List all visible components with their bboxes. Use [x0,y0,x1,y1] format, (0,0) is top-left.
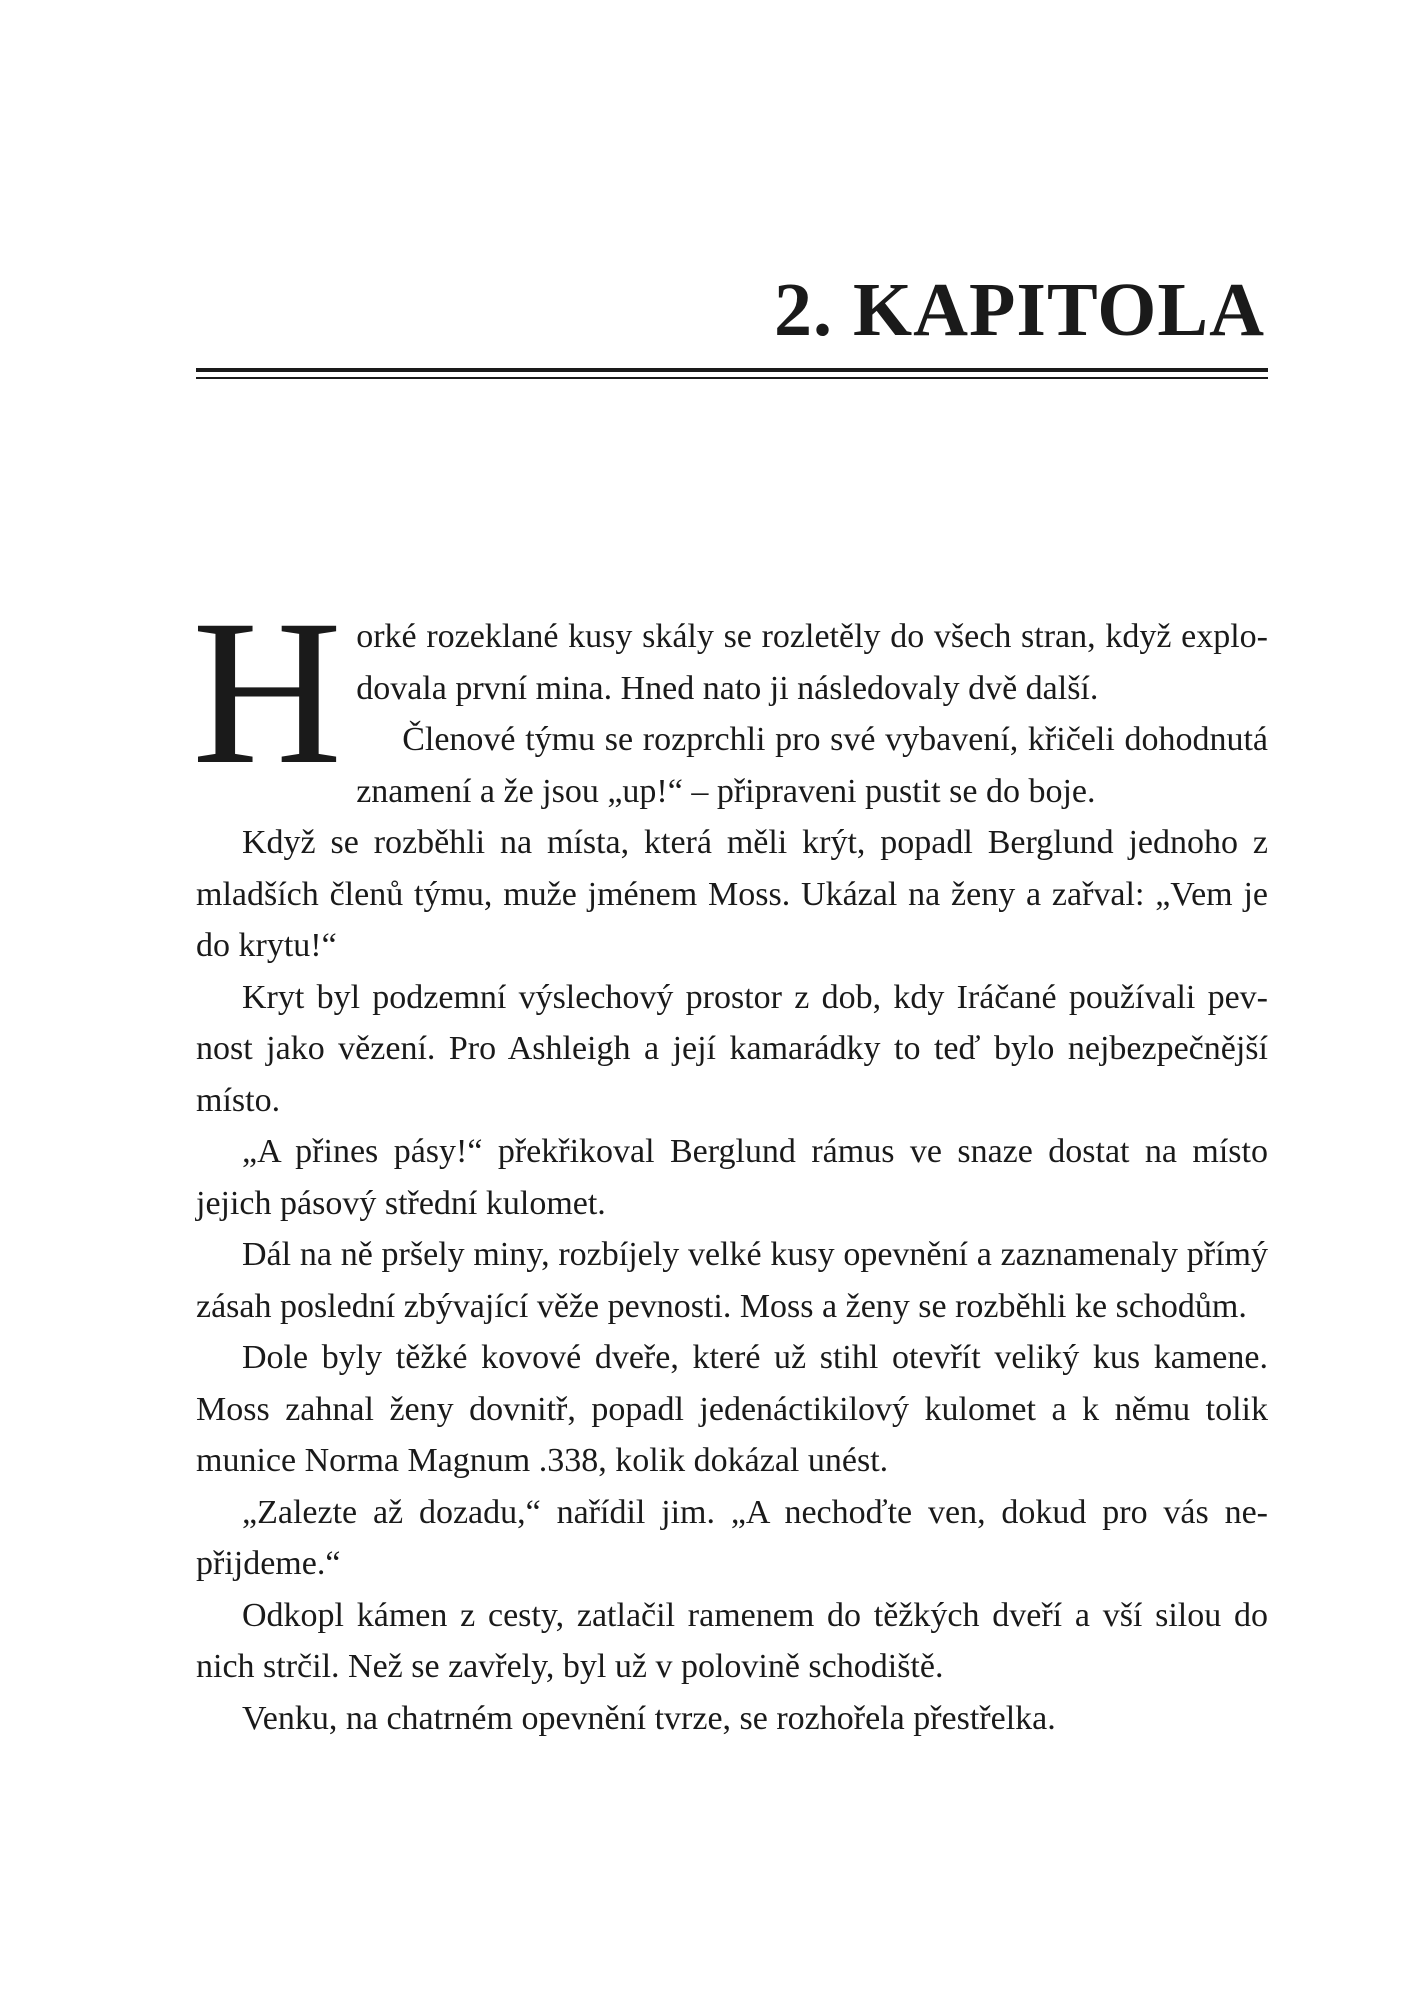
paragraph-4: Kryt byl podzemní výslechový prostor z dob, kdy Iráčané používali pevnost jako vězení. Pro Ashleigh a její kamarádky to teď bylo nejbezpečnější místo. [196,978,1268,1119]
title-rule-thin [196,377,1268,379]
drop-cap: H [192,577,343,807]
paragraph-1-text: orké rozeklané kusy skály se rozletěly do všech stran, když explodovala první mina. Hned nato ji následovaly dvě další. [356,618,1268,707]
chapter-title: 2. KAPITOLA [773,268,1265,352]
paragraph-2: Členové týmu se rozprchli pro své vybavení, křičeli dohodnutá znamení a že jsou „up!“ – připraveni pustit se do boje. [356,721,1268,810]
paragraph-6: Dál na ně pršely miny, rozbíjely velké kusy opevnění a zaznamenaly přímý zásah poslední zbývající věže pevnosti. Moss a ženy se rozběhli ke schodům. [196,1236,1268,1325]
paragraph-7: Dole byly těžké kovové dveře, které už stihl otevřít veliký kus kamene. Moss zahnal ženy dovnitř, popadl jedenáctikilový kulomet a k němu tolik munice Norma Magnum .338, kolik dokázal unést. [196,1339,1268,1479]
paragraph-3: Když se rozběhli na místa, která měli krýt, popadl Berglund jednoho z mladších členů týmu, muže jménem Moss. Ukázal na ženy a zařval: „Vem je do krytu!“ [196,824,1268,964]
paragraph-5: „A přines pásy!“ překřikoval Berglund rámus ve snaze dostat na místo jejich pásový střední kulomet. [196,1133,1268,1222]
paragraph-9: Odkopl kámen z cesty, zatlačil ramenem do těžkých dveří a vší silou do nich strčil. Než se zavřely, byl už v polovině schodiště. [196,1596,1268,1685]
paragraph-8: „Zalezte až dozadu,“ nařídil jim. „A nechoďte ven, dokud pro vás nepřijdeme.“ [196,1493,1268,1582]
chapter-body [192,577,1268,1744]
title-rule-thick [196,368,1268,372]
paragraph-10: Venku, na chatrném opevnění tvrze, se rozhořela přestřelka. [242,1699,1056,1737]
